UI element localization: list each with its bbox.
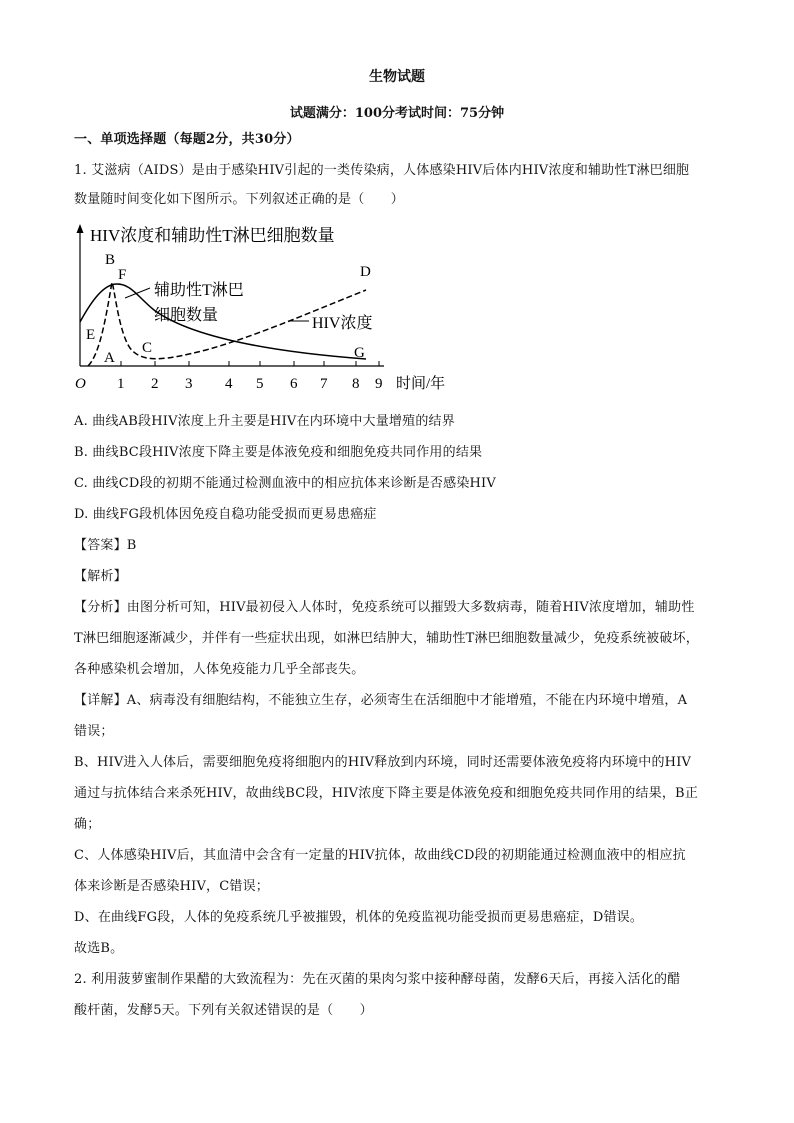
chart-title: HIV浓度和辅助性T淋巴细胞数量 [90,226,335,245]
point-e: E [86,327,96,343]
question-1-stem-cont: 数量随时间变化如下图所示。下列叙述正确的是（ ） [74,192,405,207]
explanation-line: D、在曲线FG段，人体的免疫系统几乎被摧毁，机体的免疫监视功能受损而更易患癌症，D错误。 [74,910,644,925]
explanation-line: 通过与抗体结合来杀死HIV，故曲线BC段，HIV浓度下降主要是体液免疫和细胞免疫共同作用的结果，B正 [74,786,699,801]
explanation-line: 各种感染机会增加，人体免疫能力几乎全部丧失。 [74,662,365,677]
section-heading: 一、单项选择题（每题2分，共30分） [74,132,300,147]
hiv-label: HIV浓度 [312,315,373,332]
explanation-line: 【详解】A、病毒没有细胞结构，不能独立生存，必须寄生在活细胞中才能增殖，不能在内环境中增殖，A [74,693,688,708]
option-c: C. 曲线CD段的初期不能通过检测血液中的相应抗体来诊断是否感染HIV [74,476,496,491]
question-2-stem: 2. 利用菠萝蜜制作果醋的大致流程为：先在灭菌的果肉匀浆中接种酵母菌，发酵6天后，再接入活化的醋 [74,972,681,987]
point-b: B [105,252,116,268]
explanation-line: 故选B。 [74,941,124,956]
explanation-line: B、HIV进入人体后，需要细胞免疫将细胞内的HIV释放到内环境，同时还需要体液免疫将内环境中的HIV [74,755,692,770]
x-tick-label: 2 [151,376,159,392]
x-axis-label: 时间/年 [396,376,446,392]
point-d: D [360,264,371,280]
hiv-chart [66,222,466,394]
option-a: A. 曲线AB段HIV浓度上升主要是HIV在内环境中大量增殖的结界 [74,414,455,429]
x-tick-label: 3 [185,376,193,392]
page-title: 生物试题 [369,69,425,85]
answer-line: 【答案】B [74,538,137,553]
explanation-line: 错误； [74,724,114,739]
explanation-line: T淋巴细胞逐渐减少，并伴有一些症状出现，如淋巴结肿大，辅助性T淋巴细胞数量减少，免疫系统被破坏， [74,631,699,646]
x-tick-label: 5 [256,376,264,392]
question-2-stem-cont: 酸杆菌，发酵5天。下列有关叙述错误的是（ ） [74,1003,373,1018]
x-tick-label: 6 [290,376,298,392]
question-1-stem: 1. 艾滋病（AIDS）是由于感染HIV引起的一类传染病，人体感染HIV后体内HIV浓度和辅助性T淋巴细胞 [74,163,690,178]
origin-label: O [75,376,86,392]
x-tick-label: 9 [375,376,383,392]
option-b: B. 曲线BC段HIV浓度下降主要是体液免疫和细胞免疫共同作用的结果 [74,445,483,460]
option-d: D. 曲线FG段机体因免疫自稳功能受损而更易患癌症 [74,507,377,522]
x-tick-label: 4 [225,376,233,392]
tcell-label-2: 细胞数量 [154,307,219,324]
x-tick-label: 7 [320,376,328,392]
explanation-line: 确； [74,817,101,832]
point-c: C [142,340,153,356]
explanation-line: C、人体感染HIV后，其血清中会含有一定量的HIV抗体，故曲线CD段的初期能通过检测血液中的相应抗 [74,848,686,863]
exam-info: 试题满分：100分考试时间：75分钟 [289,106,505,121]
point-g: G [354,345,365,361]
explanation-line: 体来诊断是否感染HIV，C错误； [74,879,270,894]
analysis-heading: 【解析】 [74,569,127,584]
x-tick-label: 8 [352,376,360,392]
explanation-line: 【分析】由图分析可知，HIV最初侵入人体时，免疫系统可以摧毁大多数病毒，随着HIV浓度增加，辅助性 [74,600,695,615]
y-axis-arrow [77,224,84,233]
x-tick-label: 1 [117,376,125,392]
point-a: A [104,350,115,366]
tcell-leader-line [125,288,150,298]
point-f: F [118,267,127,283]
tcell-label-1: 辅助性T淋巴 [154,282,244,299]
